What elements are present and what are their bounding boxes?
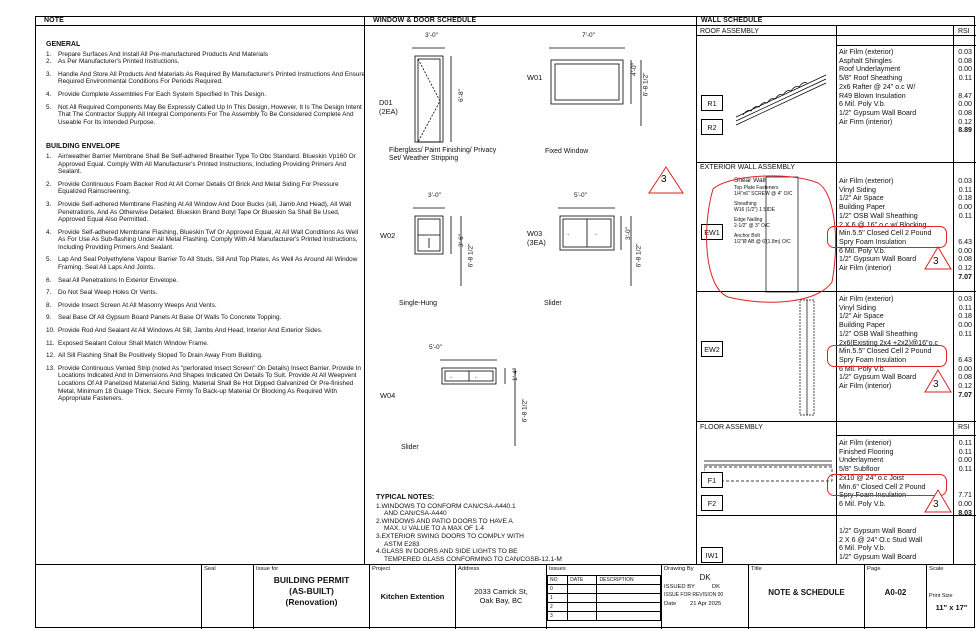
rsi-value: 0.11: [958, 211, 972, 220]
note-number: 13.: [46, 364, 55, 372]
tag-r1: R1: [701, 95, 723, 111]
page-box: [865, 565, 926, 614]
column-header: DESCRIPTION: [597, 576, 661, 585]
cell: 1: [548, 594, 568, 603]
typical-line: 4.GLASS IN DOORS AND SIDE LIGHTS TO BE: [376, 548, 518, 556]
typical-notes: [376, 494, 566, 563]
cell: [597, 603, 661, 612]
rsi-value: 0.18: [958, 312, 972, 321]
seal-label: Seal: [204, 566, 216, 572]
address-label: Address: [458, 566, 480, 572]
rsi-value: 0.08: [958, 56, 972, 65]
issued-by-value: DK: [712, 584, 721, 590]
layer: 1/2" Air Space: [839, 312, 884, 321]
cell: [568, 585, 597, 594]
note-number: 4.: [46, 228, 52, 236]
layer: 2x6(Existing 2x4 +2x2)@16"o.c: [839, 338, 939, 347]
w01-sill: 6'-8 1/2": [642, 72, 650, 97]
arrow-glyph: ←: [594, 231, 599, 237]
note-text: Handle And Store All Products And Materials As Required By Manufacturer's Printed Instructions And Ensure Required Environmental Conditions For Periods Required.: [58, 70, 366, 86]
rsi-value: 0.11: [958, 329, 972, 338]
w02-height: 3'-6": [457, 234, 465, 247]
layer: Building Paper: [839, 321, 886, 330]
ew1-wall-section: [766, 177, 798, 292]
layer: Air Film (interior): [839, 439, 892, 447]
layer: 2x10 @ 24" o.c Joist: [839, 473, 904, 482]
revision-mark: 3: [661, 174, 667, 185]
note-text: Seal Base Of All Gypsum Board Panels At Base Of Walls To Concrete Topping.: [58, 314, 282, 322]
note-item: [46, 256, 366, 271]
layer: Air Film (exterior): [839, 48, 894, 56]
door-d01-frame: [415, 56, 443, 142]
d01-height: 6'-8": [457, 89, 465, 102]
rsi-value: 6.43: [958, 237, 972, 246]
layer: R49 Blown Insulation: [839, 91, 906, 100]
note-number: 1.: [46, 50, 52, 58]
floor-title: FLOOR ASSEMBLY: [700, 424, 763, 431]
layer: Air Film (interior): [839, 382, 892, 391]
note-text: Do Not Seal Weep Holes Or Vents.: [58, 289, 158, 297]
column-header: NO: [548, 576, 568, 585]
rsi-value: 0.00: [958, 246, 972, 255]
note-item: [46, 181, 366, 196]
layer: Asphalt Shingles: [839, 56, 892, 65]
cell: 0: [548, 585, 568, 594]
note-item: [46, 58, 366, 66]
note-item: [46, 201, 366, 224]
note-item: [46, 365, 366, 403]
d01-qty: (2EA): [379, 107, 398, 116]
note-number: 12.: [46, 352, 55, 360]
layer: Air Firm (interior): [839, 117, 893, 126]
note-number: 10.: [46, 327, 55, 335]
tag-f1: F1: [701, 472, 723, 488]
project-box: [370, 565, 455, 614]
schedule-header: WINDOW & DOOR SCHEDULE: [373, 17, 477, 24]
divider: [696, 421, 976, 422]
note-text: Provide Complete Assemblies For Each System Specified In This Design.: [58, 90, 267, 98]
cell: 2: [548, 603, 568, 612]
note-text: Provide Insect Screen At All Masonry Weeps And Vents.: [58, 301, 217, 309]
rsi-value: 0.08: [958, 255, 972, 264]
wall-schedule-header: WALL SCHEDULE: [701, 17, 763, 24]
issue-for-box: [254, 565, 369, 614]
layer: 6 Mil. Poly V.b.: [839, 100, 886, 109]
divider: [836, 435, 976, 436]
arrow-glyph: →: [448, 374, 453, 380]
layer: 1/2" Gypsum Wall Board: [839, 373, 917, 382]
w03-height: 3'-0": [624, 227, 632, 240]
rsi-value: 0.12: [958, 117, 972, 126]
rsi-value: 0.03: [958, 295, 972, 303]
tag-ew1: EW1: [701, 224, 723, 240]
window-w01-glass: [555, 64, 619, 100]
note-item: [46, 277, 366, 285]
divider: [696, 515, 976, 516]
note-item: [46, 289, 366, 297]
general-heading: GENERAL: [46, 41, 81, 48]
detail-line: Anchor Bolt: [734, 233, 760, 239]
rsi-value: 8.89: [958, 126, 972, 135]
layer: Min.5.5" Closed Cell 2 Pound: [839, 347, 932, 356]
rsi-header: RSI: [958, 424, 970, 431]
note-text: As Per Manufacturer's Printed Instructions.: [58, 58, 180, 66]
issue-for-value: [254, 575, 369, 608]
rsi-value: 7.07: [958, 272, 972, 281]
note-item: [46, 340, 366, 348]
layer: Building Paper: [839, 203, 886, 212]
address-line: 2033 Carrick St,: [474, 587, 528, 596]
layer: 1/2" Gypsum Wall Board: [839, 108, 917, 117]
note-text: Seal All Penetrations In Exterior Envelope.: [58, 276, 179, 284]
typical-heading: TYPICAL NOTES:: [376, 494, 435, 501]
layer: Vinyl Siding: [839, 185, 876, 194]
detail-line: 1/2"Ø AB @ 6'(1.8m) O/C: [734, 239, 791, 245]
revision-mark: 3: [933, 256, 939, 267]
cell: 3: [548, 612, 568, 621]
date-value: 21 Apr 2025: [690, 601, 722, 607]
project-value: Kitchen Extention: [380, 592, 445, 601]
note-text: Provide Rod And Sealant At All Windows At Sill, Jambs And Head, Interior And Exterior Sides.: [58, 327, 323, 335]
note-item: [46, 104, 366, 127]
ew1-rsi: [956, 177, 972, 281]
rsi-value: 0.11: [958, 447, 972, 456]
ext-title: EXTERIOR WALL ASSEMBLY: [700, 164, 796, 171]
layer: 1/2" Air Space: [839, 194, 884, 203]
layer: 1/2" OSB Wall Sheathing: [839, 329, 918, 338]
divider: [836, 45, 976, 46]
note-text: Prepare Surfaces And Install All Pre-manufactured Products And Materials: [58, 50, 268, 58]
table-row: [548, 594, 661, 603]
layer: 5/8" Subfloor: [839, 465, 880, 474]
layer: Air Film (interior): [839, 264, 892, 273]
issues-label: Issues: [549, 566, 566, 572]
roof-title: ROOF ASSEMBLY: [700, 28, 759, 35]
rsi-value: 0.08: [958, 108, 972, 117]
layer: Roof Underlayment: [839, 65, 901, 74]
issue-revision-label: ISSUE FOR REVISION 00: [664, 592, 724, 598]
door-swing: [418, 59, 440, 142]
envelope-heading: BUILDING ENVELOPE: [46, 143, 120, 151]
rsi-value: 0.11: [958, 303, 972, 312]
rsi-value: 6.43: [958, 355, 972, 364]
layer: 1/2" Gypsum Wall Board: [839, 255, 917, 264]
note-number: 1.: [46, 152, 52, 160]
drawing-sheet: [35, 16, 975, 628]
revision-mark: 3: [933, 499, 939, 510]
column-header: DATE: [568, 576, 597, 585]
cell: [568, 603, 597, 612]
note-item: [46, 302, 366, 310]
floor-rsi: [956, 439, 972, 517]
revision-mark: 3: [933, 379, 939, 390]
drawing-by-label: Drawing By: [664, 566, 694, 572]
rsi-value: 0.11: [958, 465, 972, 474]
print-size-value: 11" x 17": [935, 603, 968, 612]
note-text: All Sill Flashing Shall Be Positively Sloped To Drain Away From Building.: [58, 352, 263, 360]
tag-iw1: IW1: [701, 547, 723, 563]
layer: 6 Mil. Poly V.b.: [839, 364, 886, 373]
roof-layers: [839, 48, 916, 126]
layer: 6 Mil. Poly V.b.: [839, 544, 886, 553]
note-text: Provide Continuous Vented Strip (noted As "perforated Insect Screen" On Details) Insect Barrier. Provide In Locations Indicated And In Dimensions And Shapes Indicated On Details To Suit. Provide At All Weepvent Locations Of All Panelized Material And Siding. Material Shall Be Hot Dipped Galvanized Or Pre-finished Metal, Minimum 18 Guage Thick. Secure Firmly To Back-up Material Or Blocking As Required With Appropriate Fasteners.: [58, 364, 361, 403]
roof-section-drawing: [731, 67, 831, 127]
typical-line: 3.EXTERIOR SWING DOORS TO COMPLY WITH: [376, 532, 524, 540]
title-box: [749, 565, 864, 614]
rsi-value: 0.12: [958, 264, 972, 273]
rsi-value: 0.00: [958, 499, 972, 508]
project-label: Project: [372, 566, 391, 572]
scale-label: Scale: [929, 566, 944, 572]
seal-box: [202, 565, 252, 614]
w03-width: 5'-0": [574, 192, 587, 199]
w03-sill: 6'-8 1/2": [635, 243, 643, 268]
rsi-value: 0.00: [958, 456, 972, 465]
rsi-value: 0.03: [958, 48, 972, 56]
layer: Air Film (exterior): [839, 177, 894, 185]
note-text: Provide Self-adhered Membrane Flashing, Blueskin Twf Or Approved Equal, At All Wall Conditions As Well As For Use As Sub-flashing Under All Metal Flashing. Comply With All Manufacturer's Printed Instructions, Including Providing Primers And Sealant.: [58, 228, 359, 251]
layer: Vinyl Siding: [839, 303, 876, 312]
note-text: Not All Required Components May Be Expressly Called Up In This Design, However, It Is The Design Intent That The Contractor Supply All Integral Components For The Assembly To Be Considered Complete And Useable For Its Intended Purpose.: [58, 103, 362, 126]
layer: 2 X 6 @ 16" o.c w/ Blocking: [839, 220, 927, 229]
floor-section-drawing: [704, 457, 834, 487]
ew1-layers: [839, 177, 931, 273]
cell: [597, 585, 661, 594]
note-number: 5.: [46, 103, 52, 111]
layer: 6 Mil. Poly V.b.: [839, 246, 886, 255]
divider: [953, 26, 954, 564]
note-item: [46, 352, 366, 360]
rsi-value: 0.11: [958, 74, 972, 83]
date-label: Date: [664, 601, 677, 607]
note-number: 5.: [46, 256, 52, 264]
detail-line: Shear Wall: [734, 177, 766, 184]
w03-tag: W03: [527, 229, 543, 238]
arrow-glyph: →: [565, 231, 570, 237]
d01-tag: D01: [379, 98, 393, 107]
typical-line: TEMPERED GLASS CONFORMING TO CAN/CGSB-12.1-M: [384, 555, 562, 563]
note-text: Provide Continuous Foam Backer Rod At All Corner Details Of Brick And Metal Siding For Pressure Equalized Rainscreening.: [58, 180, 339, 196]
arrow-glyph: ←: [474, 374, 479, 380]
w01-height: 4'-0": [630, 63, 638, 76]
layer: 5/8" Roof Sheathing: [839, 74, 903, 83]
cell: [597, 612, 661, 621]
print-size-label: Print Size: [929, 593, 953, 599]
layer: Min.5.5" Closed Cell 2 Pound: [839, 229, 932, 238]
note-number: 9.: [46, 314, 52, 322]
note-number: 11.: [46, 339, 55, 347]
scale-box: [927, 565, 976, 614]
window-w01-frame: [551, 60, 623, 104]
w04-tag: W04: [380, 391, 396, 400]
w03-caption: Slider: [544, 300, 562, 307]
layer: 1/2" Gypsum Wall Board: [839, 527, 917, 535]
rsi-value: 0.00: [958, 100, 972, 109]
note-number: 3.: [46, 200, 52, 208]
typical-line: MAX. U VALUE TO A MAX OF 1.4: [384, 525, 485, 533]
rsi-value: 0.00: [958, 65, 972, 74]
table-row: [548, 585, 661, 594]
title-label: Title: [751, 566, 762, 572]
cell: [597, 594, 661, 603]
d01-width: 3'-0": [425, 32, 438, 39]
rsi-value: 7.07: [958, 390, 972, 399]
issue-line: (Renovation): [285, 597, 338, 607]
iw1-layers: [839, 527, 922, 562]
note-number: 2.: [46, 58, 52, 66]
note-number: 3.: [46, 70, 52, 78]
issue-for-label: Issue for: [256, 566, 279, 572]
divider: [696, 162, 976, 163]
address-line: Oak Bay, BC: [479, 596, 523, 605]
rsi-value: 0.12: [958, 382, 972, 391]
layer: Underlayment: [839, 456, 884, 465]
w02-sill: 6'-8 1/2": [467, 243, 475, 268]
layer: 1/2" Gypsum Wall Board: [839, 553, 917, 562]
typical-line: 2.WINDOWS AND PATIO DOORS TO HAVE A: [376, 517, 513, 525]
w01-caption: Fixed Window: [545, 148, 589, 155]
w03-qty: (3EA): [527, 238, 546, 247]
arrow-glyph: ←: [422, 232, 427, 238]
address-box: [456, 565, 546, 614]
notes-column: [46, 41, 366, 408]
rsi-value: 0.11: [958, 185, 972, 194]
d01-caption: Fiberglass/ Paint Finishing/ Privacy Set/ Weather Stripping: [389, 147, 497, 163]
cell: [568, 612, 597, 621]
note-header: NOTE: [44, 17, 64, 24]
door-d01-leaf: [418, 59, 440, 142]
note-text: Provide Self-adhered Membrane Flashing At All Window And Door Bucks (sill, Jamb And Head), All Wall Penetrations, And As Otherwise Detailed. Blueskin Brand Butyl Tape Or Blueskin Sa Shall Be Used, Approved Equal Also Permitted.: [58, 200, 352, 224]
tag-ew2: EW2: [701, 341, 723, 357]
rsi-value: 7.71: [958, 491, 972, 500]
note-number: 6.: [46, 276, 52, 284]
note-text: Exposed Sealant Colour Shall Match Window Frame.: [58, 339, 209, 347]
w02-tag: W02: [380, 231, 396, 240]
note-item: [46, 314, 366, 322]
w02-width: 3'-0": [428, 192, 441, 199]
roof-rsi: [956, 48, 972, 135]
issues-table: [547, 575, 661, 621]
note-number: 2.: [46, 180, 52, 188]
note-number: 8.: [46, 301, 52, 309]
w01-width: 7'-0": [582, 32, 595, 39]
tag-r2: R2: [701, 119, 723, 135]
note-text: Air/weather Barrier Membrane Shall Be Self-adhered Breather Type To Obc Standard. Blueskin Vp160 Or Approved Equal. Comply With All Manufacturer's Printed Instructions, Including Providing Primers And Sealant.: [58, 152, 356, 176]
layer: 1/2" OSB Wall Sheathing: [839, 211, 918, 220]
tag-f2: F2: [701, 495, 723, 511]
issue-line: (AS-BUILT): [289, 586, 334, 596]
revision-cloud: [707, 176, 836, 302]
w04-sill: 6'-8 1/2": [521, 398, 529, 423]
rsi-value: 0.08: [958, 373, 972, 382]
revision-highlight: [827, 345, 947, 367]
drawing-by-value: DK: [699, 573, 711, 582]
exterior-wall-drawings: [698, 167, 838, 417]
typical-line: AND CAN/CSA-A440: [384, 510, 447, 518]
rsi-value: 0.00: [958, 321, 972, 330]
rsi-value: 0.11: [958, 439, 972, 447]
table-header: [548, 576, 661, 585]
table-row: [548, 612, 661, 621]
detail-line: 1/4"x6" SCREW @ 4" O/C: [734, 191, 793, 197]
layer: Spry Foam Insulation: [839, 491, 907, 500]
note-item: [46, 229, 366, 252]
ew2-rsi: [956, 295, 972, 399]
w04-height: 1'-4": [511, 368, 519, 381]
note-item: [46, 91, 366, 99]
note-item: [46, 51, 366, 59]
rsi-value: 8.47: [958, 91, 972, 100]
detail-line: Top Plate Fasteners: [734, 185, 779, 191]
rsi-header: RSI: [958, 28, 970, 35]
page-number: A0-02: [884, 588, 907, 597]
detail-line: Edge Nailing: [734, 217, 763, 223]
note-item: [46, 153, 366, 176]
layer: Spry Foam Insulation: [839, 237, 907, 246]
layer: 2x6 Rafter @ 24" o.c W/: [839, 82, 916, 91]
sheet-title: NOTE & SCHEDULE: [768, 588, 845, 597]
typical-line: 1.WINDOWS TO CONFORM CAN/CSA-A440.1: [376, 502, 516, 510]
typical-line: ASTM E283: [384, 540, 420, 548]
rsi-value: 0.03: [958, 177, 972, 185]
rsi-value: 0.00: [958, 203, 972, 212]
cell: [568, 594, 597, 603]
w02-caption: Single-Hung: [399, 300, 437, 307]
layer: Air Film (exterior): [839, 295, 894, 303]
note-text: Lap And Seal Polyethylene Vapour Barrier To All Studs, Sill And Top Plates, As Well As Around All Window Framing. Seal All Laps And Joints.: [58, 256, 358, 272]
w01-tag: W01: [527, 73, 543, 82]
w04-width: 5'-0": [429, 344, 442, 351]
layer: Finished Flooring: [839, 447, 894, 456]
layer: Spry Foam Insulation: [839, 355, 907, 364]
rsi-value: 8.03: [958, 508, 972, 517]
note-number: 7.: [46, 289, 52, 297]
table-row: [548, 603, 661, 612]
layer: 2 X 6 @ 24" O.c Stud Wall: [839, 535, 923, 544]
issue-line: BUILDING PERMIT: [273, 575, 350, 585]
layer: 6 Mil. Poly V.b.: [839, 499, 886, 508]
detail-line: 2-1/2" @ 3" O/C: [734, 223, 770, 229]
note-item: [46, 327, 366, 335]
layer: Min.6" Closed Cell 2 Pound: [839, 482, 926, 491]
rsi-value: 0.00: [958, 364, 972, 373]
drawing-by-box: [662, 565, 748, 614]
detail-line: W16 (1/2") 1 SIDE: [734, 207, 775, 213]
rsi-value: 0.18: [958, 194, 972, 203]
detail-line: Sheathing: [734, 201, 757, 207]
note-number: 4.: [46, 90, 52, 98]
w04-caption: Slider: [401, 444, 419, 451]
issued-by-label: ISSUED BY: [664, 584, 695, 590]
page-label: Page: [867, 566, 881, 572]
note-item: [46, 71, 366, 86]
